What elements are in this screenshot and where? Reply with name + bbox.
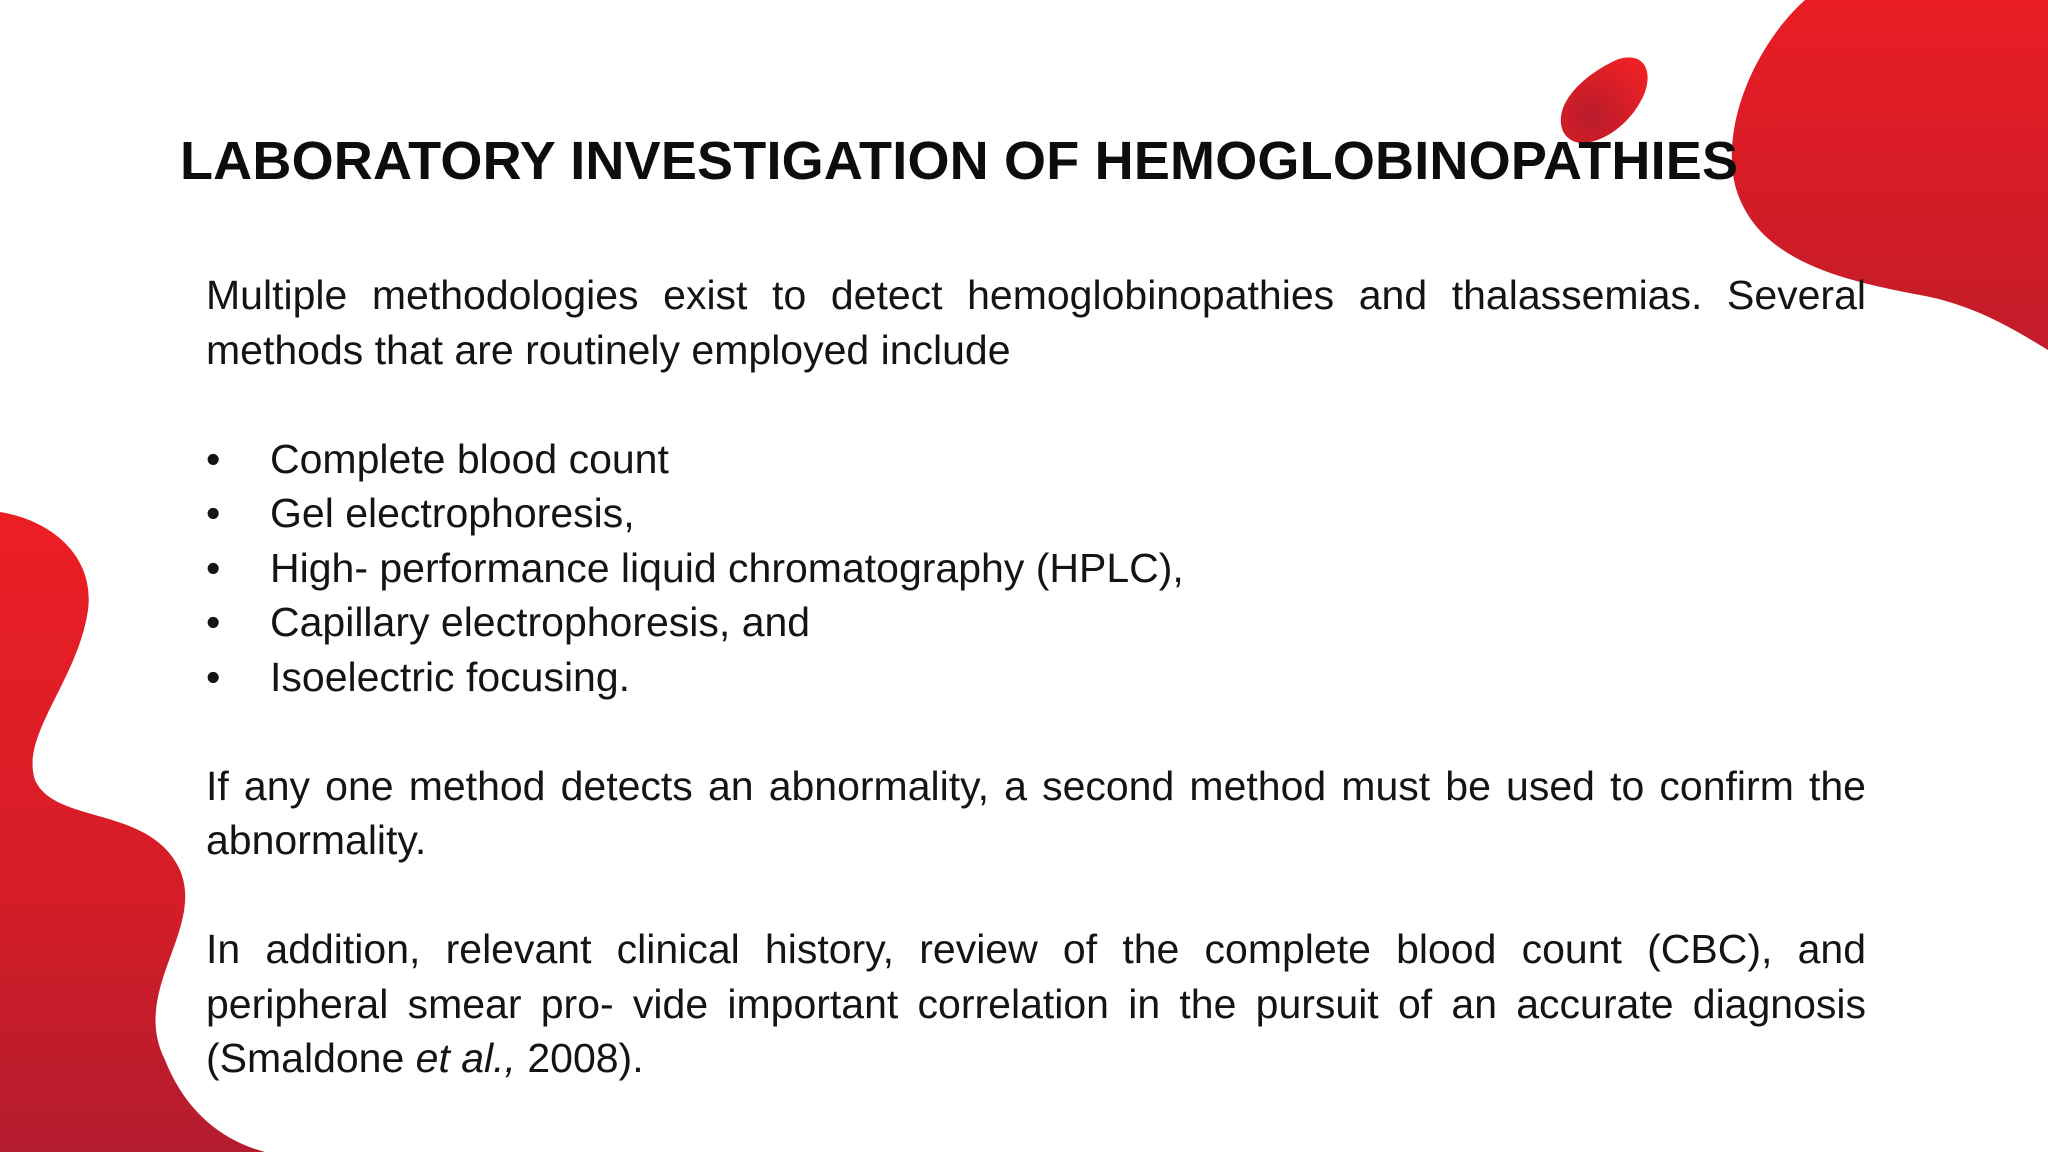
confirm-paragraph: If any one method detects an abnormality, a second method must be used to confirm the abnormality.: [206, 762, 1866, 863]
list-item: [206, 432, 1866, 487]
bullet-icon: •: [206, 599, 221, 645]
bullet-icon: •: [206, 490, 221, 536]
method-label: Isoelectric focusing.: [270, 653, 631, 700]
addition-paragraph: [206, 922, 1866, 1086]
spacer: [206, 704, 1866, 759]
spacer: [206, 868, 1866, 923]
slide-title: LABORATORY INVESTIGATION OF HEMOGLOBINOPATHIES: [180, 131, 1739, 191]
list-item: [206, 541, 1866, 596]
citation-year: 2008).: [515, 1035, 644, 1081]
bullet-icon: •: [206, 435, 221, 482]
addition-text: In addition, relevant clinical history, review of the complete blood count (CBC), and peripheral smear pro- vide important correlation in the pursuit of an accurate diagnosis (Smaldone: [206, 926, 1866, 1081]
list-item: [206, 595, 1866, 650]
method-label: High- performance liquid chromatography (HPLC),: [270, 544, 1184, 591]
bullet-icon: •: [206, 544, 221, 591]
method-label: Capillary electrophoresis, and: [270, 599, 811, 645]
list-item: [206, 486, 1866, 541]
intro-paragraph: Multiple methodologies exist to detect hemoglobinopathies and thalassemias. Several methods that are routinely employed include: [206, 272, 1866, 373]
slide-content: [206, 268, 1866, 1086]
citation-italic: et al.,: [415, 1035, 516, 1081]
spacer: [206, 377, 1866, 432]
list-item: [206, 650, 1866, 705]
methods-list: [206, 432, 1866, 705]
bullet-icon: •: [206, 653, 221, 700]
method-label: Complete blood count: [270, 435, 669, 482]
method-label: Gel electrophoresis,: [270, 490, 635, 536]
